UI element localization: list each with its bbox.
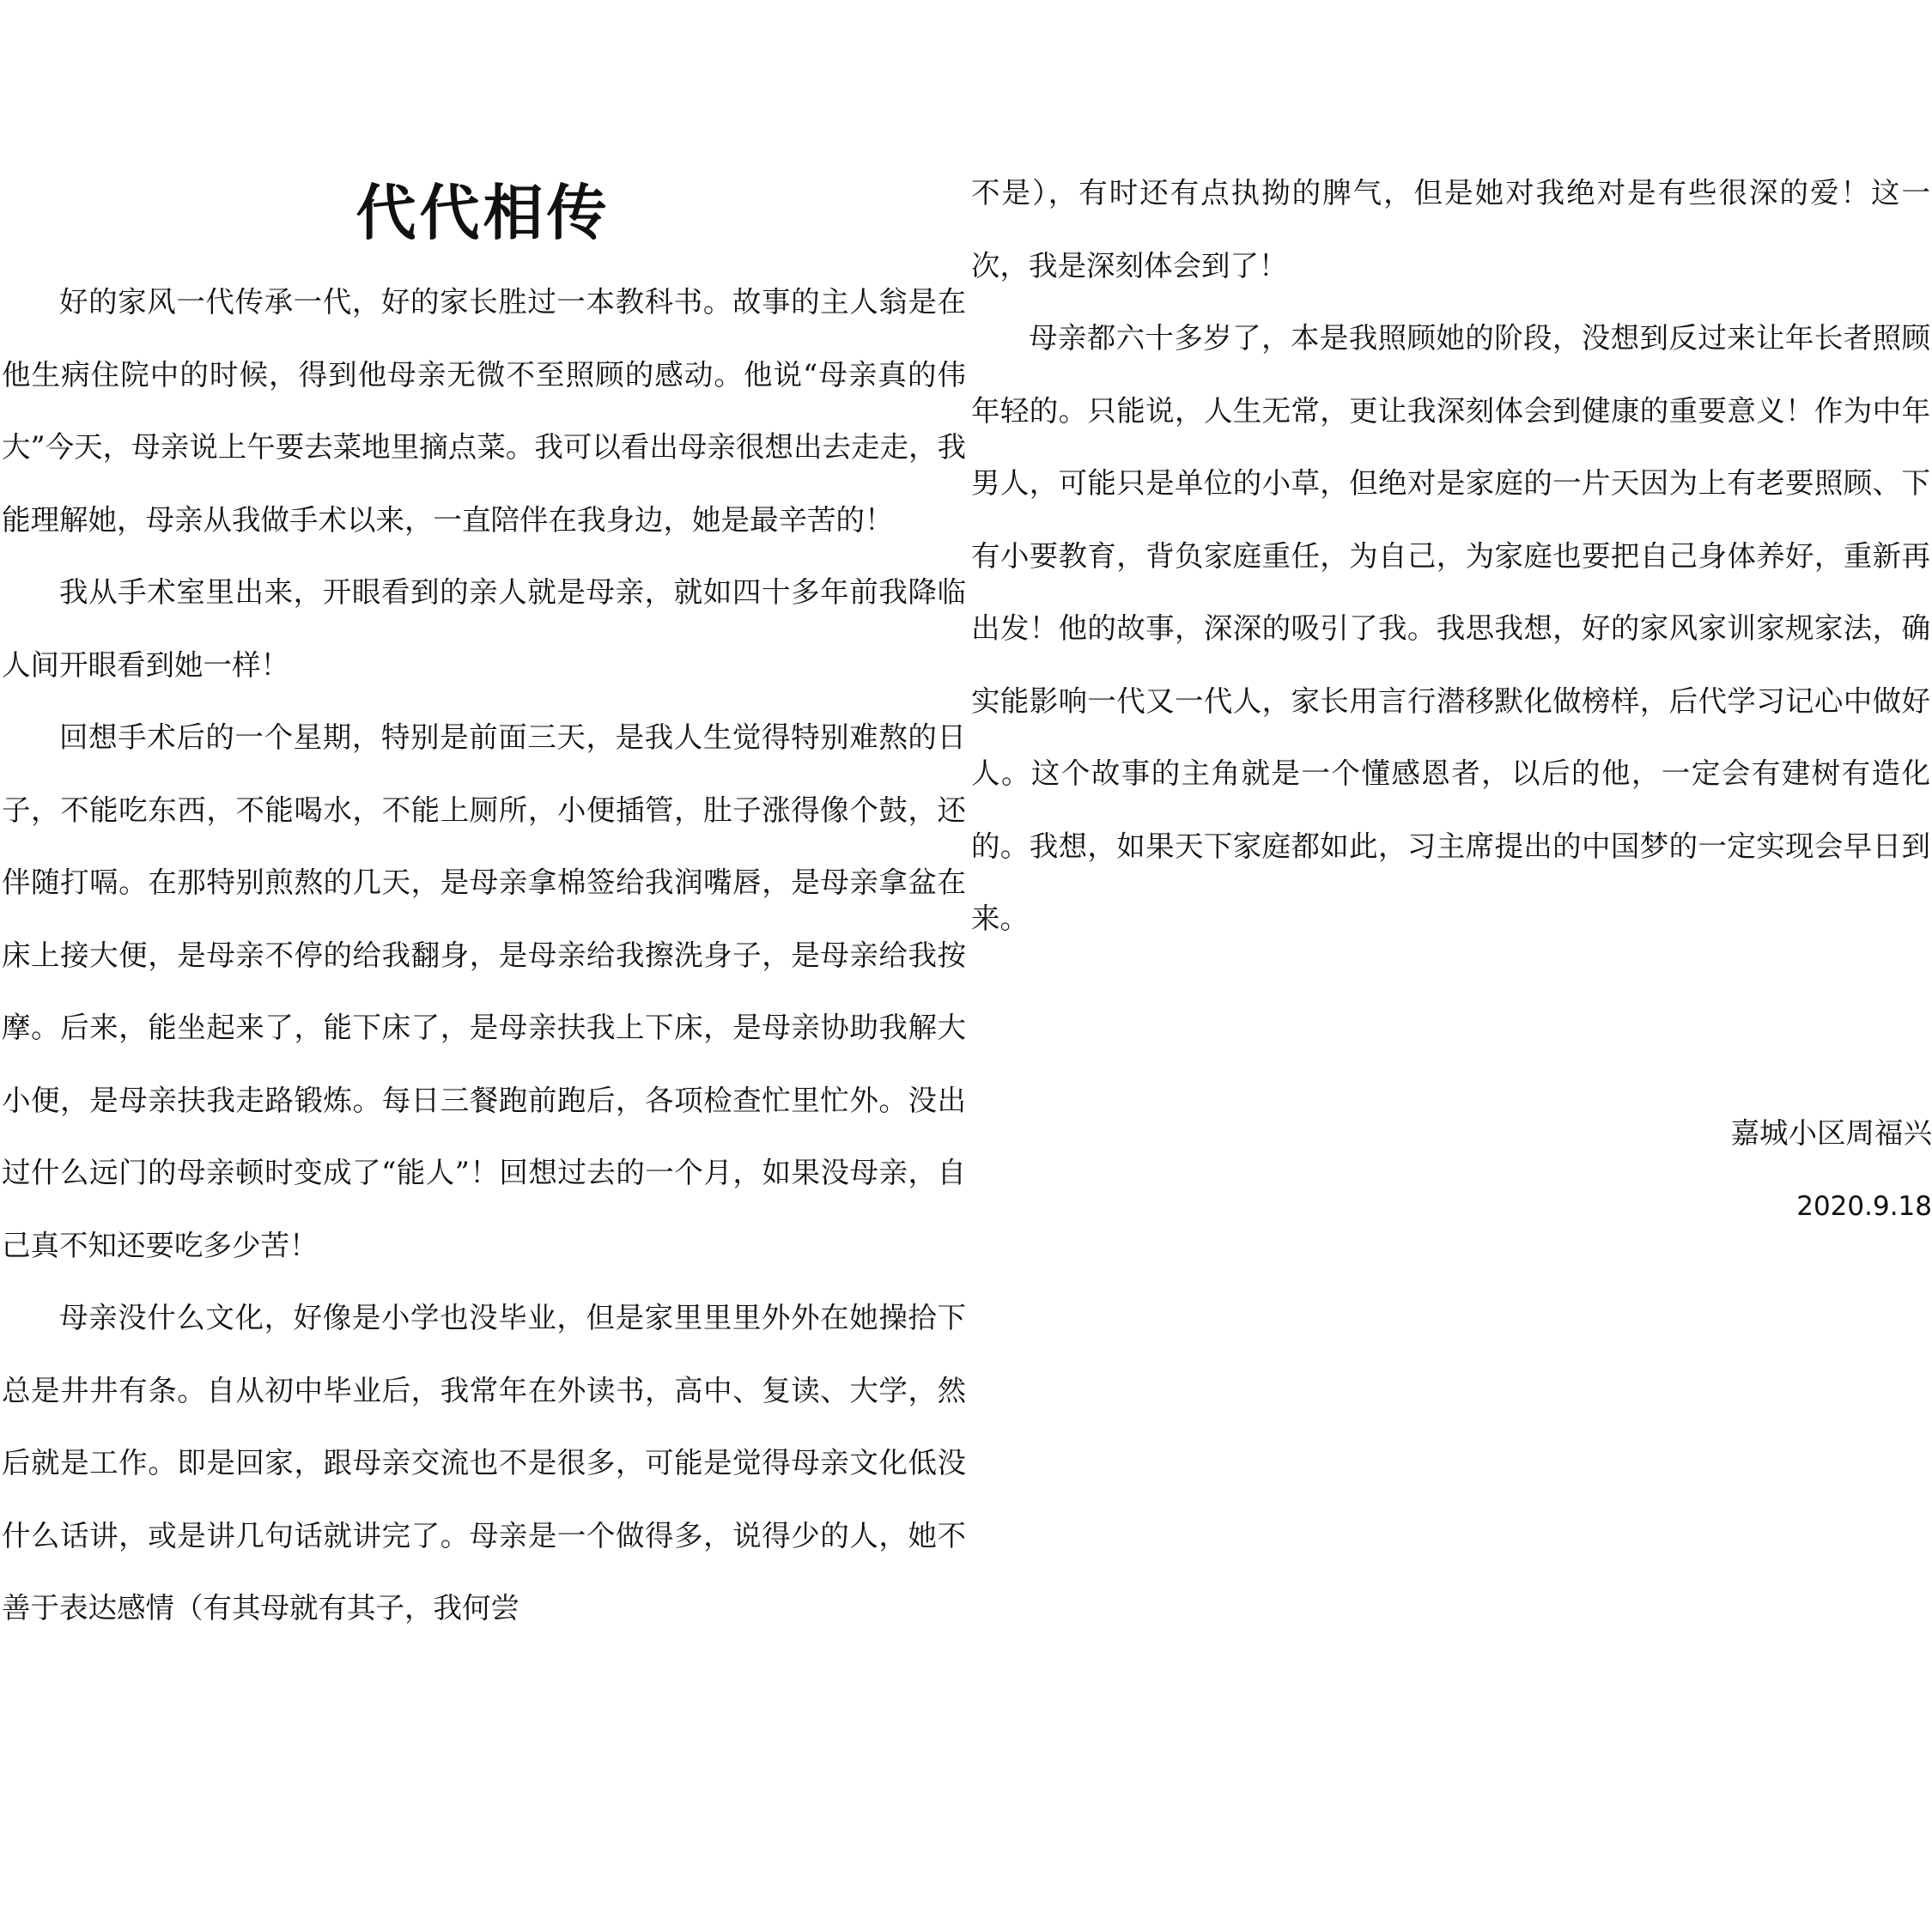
paragraph-4: 母亲没什么文化，好像是小学也没毕业，但是家里里里外外在她操拾下总是井井有条。自从初中毕业后，我常年在外读书，高中、复读、大学，然后就是工作。即是回家，跟母亲交流也不是很多，可能是觉得母亲文化低没什么话讲，或是讲几句话就讲完了。母亲是一个做得多，说得少的人，她不善于表达感情（有其母就有其子，我何尝 (2, 1301, 966, 1625)
signature-date: 2020.9.18 (1796, 1191, 1932, 1222)
paragraph-1: 好的家风一代传承一代，好的家长胜过一本教科书。故事的主人翁是在他生病住院中的时候，得到他母亲无微不至照顾的感动。他说“母亲真的伟大”今天，母亲说上午要去菜地里摘点菜。我可以看出母亲很想出去走走，我能理解她，母亲从我做手术以来，一直陪伴在我身边，她是最辛苦的！ (2, 285, 966, 537)
signature-name: 嘉城小区周福兴 (1730, 1116, 1932, 1150)
document-title: 代代相传 (355, 178, 611, 248)
left-column (2, 266, 966, 1645)
paragraph-3: 回想手术后的一个星期，特别是前面三天，是我人生觉得特别难熬的日子，不能吃东西，不能喝水，不能上厕所，小便插管，肚子涨得像个鼓，还伴随打嗝。在那特别煎熬的几天，是母亲拿棉签给我润嘴唇，是母亲拿盆在床上接大便，是母亲不停的给我翻身，是母亲给我擦洗身子，是母亲给我按摩。后来，能坐起来了，能下床了，是母亲扶我上下床，是母亲协助我解大小便，是母亲扶我走路锻炼。每日三餐跑前跑后，各项检查忙里忙外。没出过什么远门的母亲顿时变成了“能人”！回想过去的一个月，如果没母亲，自己真不知还要吃多少苦！ (2, 720, 966, 1262)
paragraph-2: 我从手术室里出来，开眼看到的亲人就是母亲，就如四十多年前我降临人间开眼看到她一样！ (2, 575, 966, 682)
right-column (971, 157, 1930, 956)
paragraph-4-continued: 不是），有时还有点执拗的脾气，但是她对我绝对是有些很深的爱！这一次，我是深刻体会到了！ (971, 176, 1930, 283)
paragraph-5: 母亲都六十多岁了，本是我照顾她的阶段，没想到反过来让年长者照顾年轻的。只能说，人生无常，更让我深刻体会到健康的重要意义！作为中年男人，可能只是单位的小草，但绝对是家庭的一片天因为上有老要照顾、下有小要教育，背负家庭重任，为自己，为家庭也要把自己身体养好，重新再出发！他的故事，深深的吸引了我。我思我想，好的家风家训家规家法，确实能影响一代又一代人，家长用言行潜移默化做榜样，后代学习记心中做好人。这个故事的主角就是一个懂感恩者，以后的他，一定会有建树有造化的。我想，如果天下家庭都如此，习主席提出的中国梦的一定实现会早日到来。 (971, 321, 1930, 935)
